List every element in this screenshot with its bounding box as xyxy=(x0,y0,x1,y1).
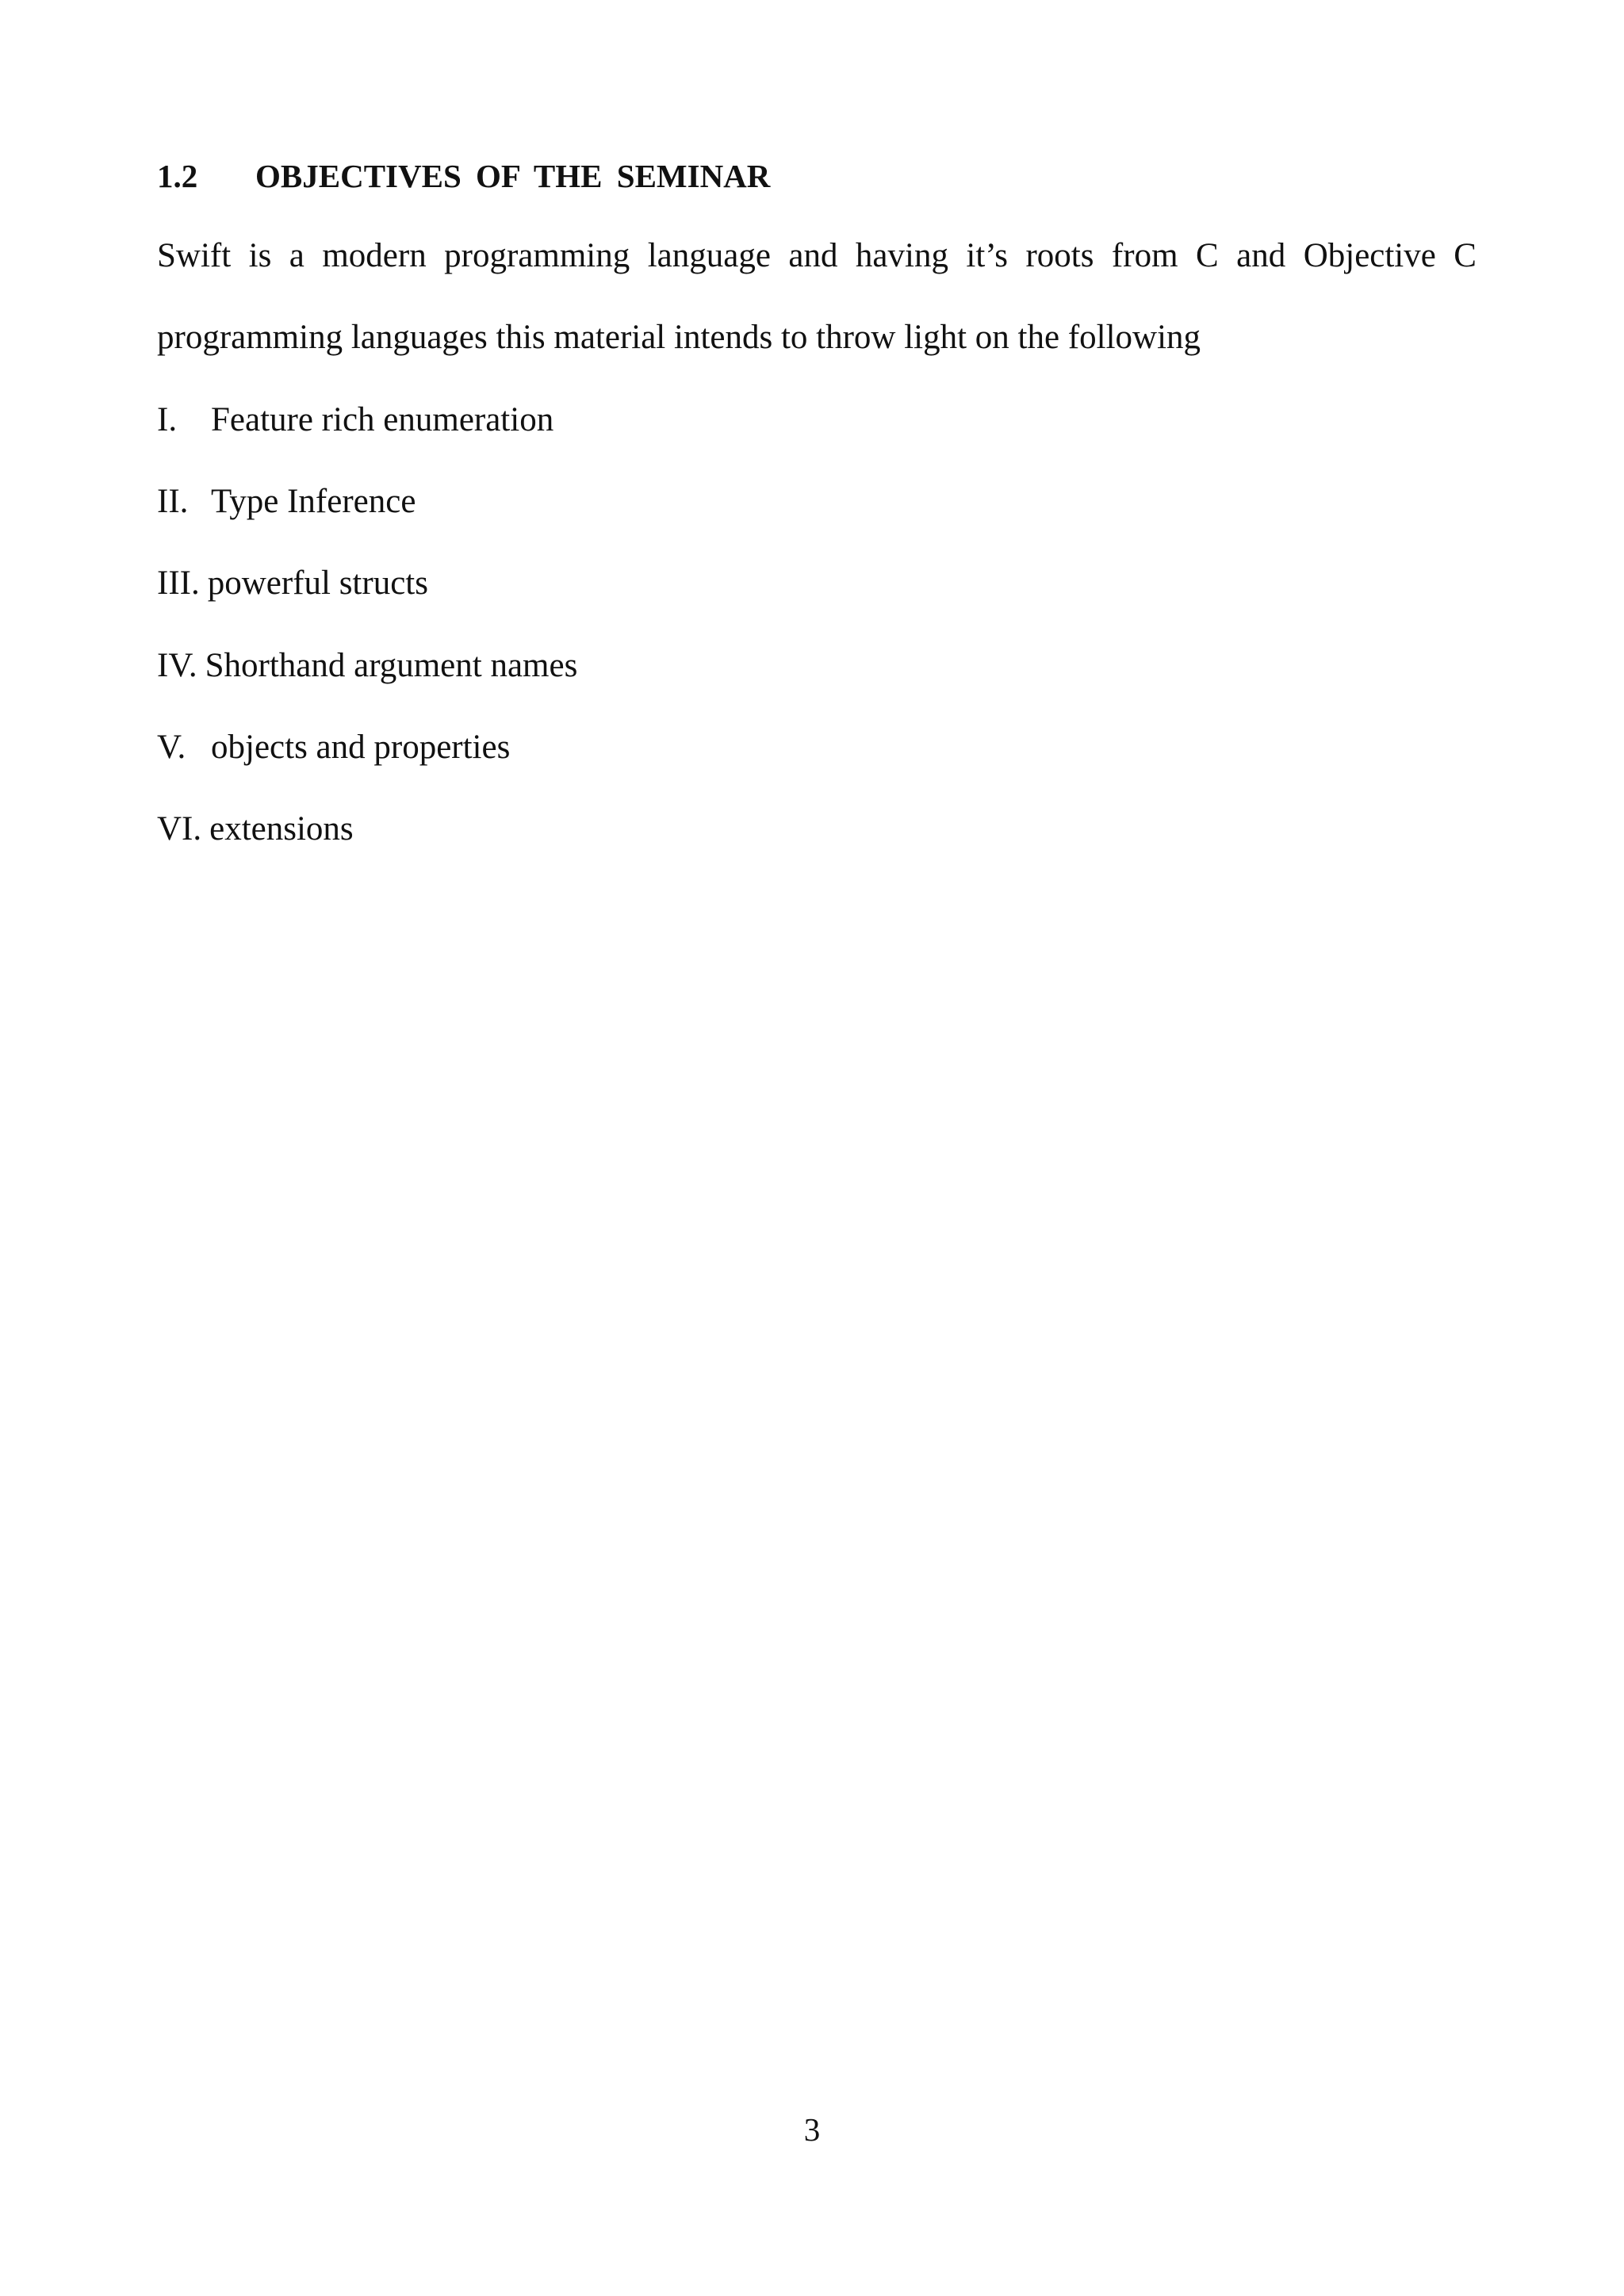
objective-numeral: II. xyxy=(157,483,189,520)
objective-numeral: I. xyxy=(157,401,178,438)
objective-numeral: IV. xyxy=(157,647,197,684)
intro-paragraph-line-2: programming languages this material intends to throw light on the following xyxy=(157,319,1201,356)
objective-item xyxy=(157,645,577,687)
objective-text: extensions xyxy=(209,810,354,848)
objective-item xyxy=(157,727,510,768)
objective-numeral: III. xyxy=(157,564,200,602)
objective-item xyxy=(157,400,553,441)
page-number: 3 xyxy=(803,2111,821,2148)
intro-paragraph-line-1: Swift is a modern programming language and having it’s roots from C and Objective C xyxy=(157,237,1477,274)
objective-text: objects and properties xyxy=(211,729,511,766)
objective-numeral: V. xyxy=(157,729,186,766)
objective-item xyxy=(157,809,354,850)
objective-numeral: VI. xyxy=(157,810,202,848)
objective-text: Shorthand argument names xyxy=(205,647,578,684)
section-number: 1.2 xyxy=(157,158,198,194)
objective-item xyxy=(157,481,416,522)
section-heading xyxy=(157,155,770,197)
objective-item xyxy=(157,563,428,604)
objective-text: Feature rich enumeration xyxy=(211,401,554,438)
objective-text: powerful structs xyxy=(207,564,428,602)
objective-text: Type Inference xyxy=(211,483,416,520)
section-title: OBJECTIVES OF THE SEMINAR xyxy=(255,158,771,194)
